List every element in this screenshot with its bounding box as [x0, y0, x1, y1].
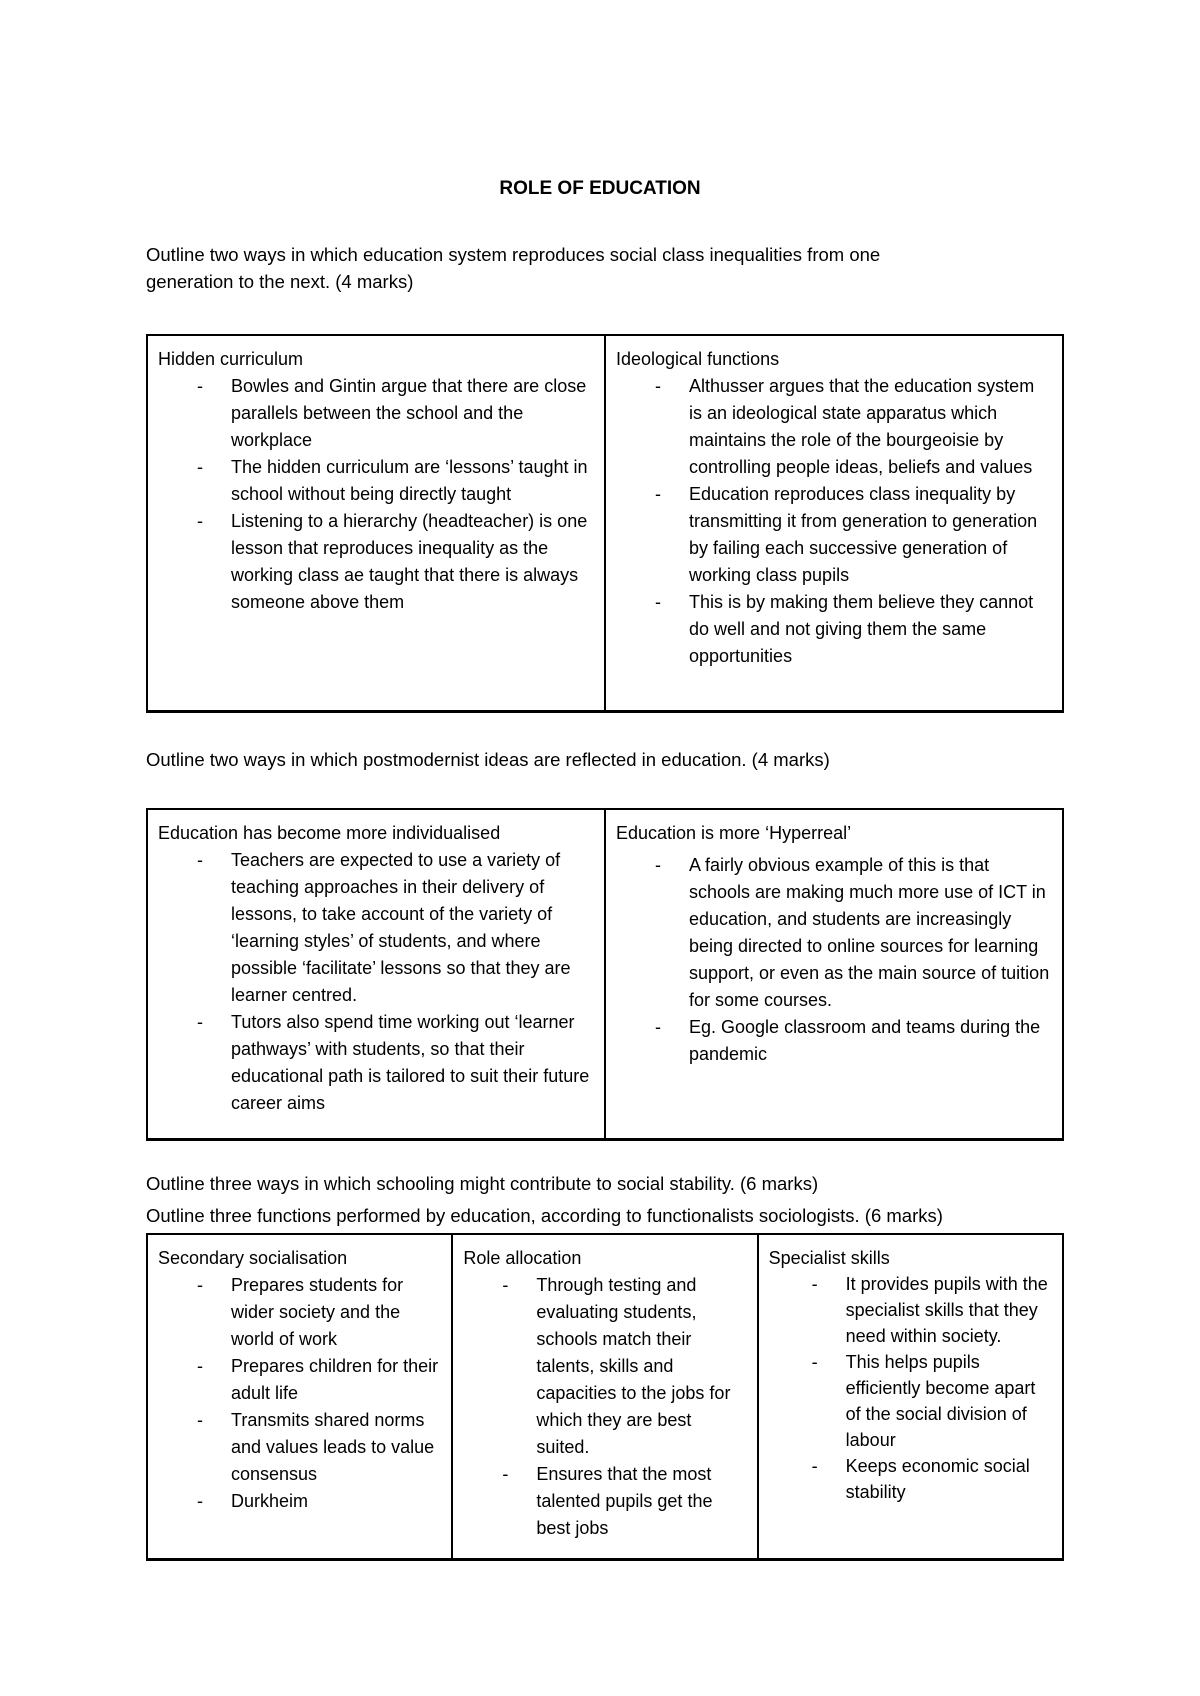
bullet-list — [158, 847, 594, 1117]
list-item: - Education reproduces class inequality by transmitting it from generation to generation by failing each successive generation of working class pupils — [616, 481, 1052, 589]
answer-cell — [758, 1234, 1063, 1560]
column-heading: Specialist skills — [768, 1248, 890, 1268]
list-item: - Eg. Google classroom and teams during the pandemic — [616, 1014, 1052, 1068]
list-item: - Althusser argues that the education system is an ideological state apparatus which maintains the role of the bourgeoisie by controlling people ideas, beliefs and values — [616, 373, 1052, 481]
answer-cell — [147, 1234, 452, 1560]
bullet-list — [616, 373, 1052, 670]
bullet-list — [773, 1271, 1052, 1505]
bullet-list — [463, 1272, 746, 1542]
list-item: - Ensures that the most talented pupils get the best jobs — [463, 1461, 746, 1542]
list-item: - Prepares students for wider society and the world of work — [158, 1272, 441, 1353]
answer-cell — [147, 335, 605, 712]
question-2: Outline two ways in which postmodernist ideas are reflected in education. (4 marks) — [146, 749, 830, 770]
bullet-list — [616, 852, 1052, 1068]
question-1: Outline two ways in which education system reproduces social class inequalities from one generation to the next. (4 marks) — [146, 244, 881, 292]
question-3a: Outline three ways in which schooling might contribute to social stability. (6 marks) — [146, 1173, 819, 1194]
list-item: - This helps pupils efficiently become apart of the social division of labour — [773, 1349, 1052, 1453]
list-item: - Durkheim — [158, 1488, 441, 1515]
answer-cell — [605, 809, 1063, 1140]
answer-cell — [147, 809, 605, 1140]
question-3b: Outline three functions performed by education, according to functionalists sociologists. (6 marks) — [146, 1205, 943, 1226]
list-item: - Teachers are expected to use a variety of teaching approaches in their delivery of lessons, to take account of the variety of ‘learning styles’ of students, and where possible ‘facilitate’ lessons so that they are learner centred. — [158, 847, 594, 1009]
answer-table-1 — [146, 334, 1064, 713]
column-heading: Education is more ‘Hyperreal’ — [616, 823, 852, 843]
answer-table-2 — [146, 808, 1064, 1141]
answer-cell — [452, 1234, 757, 1560]
list-item: - Transmits shared norms and values leads to value consensus — [158, 1407, 441, 1488]
column-heading: Hidden curriculum — [158, 349, 304, 369]
answer-table-3 — [146, 1233, 1064, 1561]
column-heading: Ideological functions — [616, 349, 780, 369]
column-heading: Role allocation — [463, 1248, 582, 1268]
list-item: - Through testing and evaluating students, schools match their talents, skills and capacities to the jobs for which they are best suited. — [463, 1272, 746, 1461]
bullet-list — [158, 1272, 441, 1515]
list-item: - Keeps economic social stability — [773, 1453, 1052, 1505]
bullet-list — [158, 373, 594, 616]
list-item: - The hidden curriculum are ‘lessons’ taught in school without being directly taught — [158, 454, 594, 508]
list-item: - It provides pupils with the specialist skills that they need within society. — [773, 1271, 1052, 1349]
list-item: - This is by making them believe they cannot do well and not giving them the same opportunities — [616, 589, 1052, 670]
list-item: - Bowles and Gintin argue that there are close parallels between the school and the workplace — [158, 373, 594, 454]
page-title: ROLE OF EDUCATION — [499, 178, 701, 199]
list-item: - A fairly obvious example of this is that schools are making much more use of ICT in education, and students are increasingly being directed to online sources for learning support, or even as the main source of tuition for some courses. — [616, 852, 1052, 1014]
list-item: - Listening to a hierarchy (headteacher) is one lesson that reproduces inequality as the working class ae taught that there is always someone above them — [158, 508, 594, 616]
column-heading: Education has become more individualised — [158, 823, 501, 843]
answer-cell — [605, 335, 1063, 712]
list-item: - Tutors also spend time working out ‘learner pathways’ with students, so that their educational path is tailored to suit their future career aims — [158, 1009, 594, 1117]
list-item: - Prepares children for their adult life — [158, 1353, 441, 1407]
column-heading: Secondary socialisation — [158, 1248, 348, 1268]
